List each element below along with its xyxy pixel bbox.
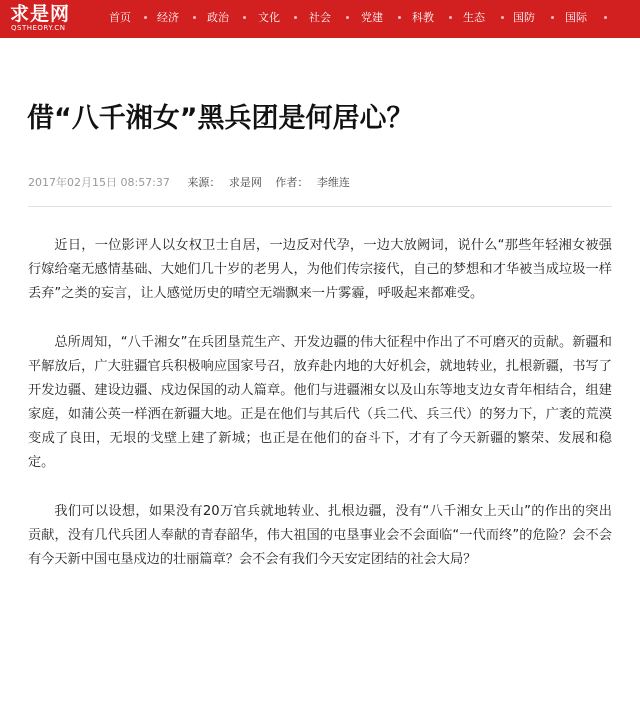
author-name: 李维连 — [316, 176, 350, 189]
main-nav — [98, 0, 640, 38]
site-logo[interactable] — [10, 3, 105, 35]
article-meta — [28, 175, 360, 191]
nav-item-economy[interactable]: 经济 — [157, 11, 179, 24]
nav-item-party[interactable]: 党建 — [361, 11, 383, 24]
article-body — [28, 234, 612, 597]
nav-item-ecology[interactable]: 生态 — [463, 11, 485, 24]
source-name: 求是网 — [228, 176, 262, 189]
nav-item-international[interactable]: 国际 — [565, 11, 587, 24]
paragraph: 近日，一位影评人以女权卫士自居，一边反对代孕，一边大放阙词，说什么“那些年轻湘女被强行嫁给毫无感情基础、大她们几十岁的老男人，为他们传宗接代，自己的梦想和才华被当成垃圾一样丢弃”之类的妄言，让人感觉历史的晴空无端飘来一片雾霾，呼吸起来都难受。 — [28, 238, 612, 301]
nav-separator — [604, 16, 607, 19]
nav-item-defense[interactable]: 国防 — [513, 11, 535, 24]
nav-item-society[interactable]: 社会 — [309, 11, 331, 24]
header-divider — [28, 206, 612, 207]
source-label: 来源： — [187, 176, 221, 189]
logo-text: 求是网 — [10, 3, 71, 25]
nav-separator — [501, 16, 504, 19]
paragraph: 总所周知，“八千湘女”在兵团垦荒生产、开发边疆的伟大征程中作出了不可磨灭的贡献。新疆和平解放后，广大驻疆官兵积极响应国家号召，放弃赴内地的大好机会，就地转业，扎根新疆，书写了开发边疆、建设边疆、戍边保国的动人篇章。他们与进疆湘女以及山东等地支边女青年相结合，组建家庭，如蒲公英一样洒在新疆大地。正是在他们与其后代（兵二代、兵三代）的努力下，广袤的荒漠变成了良田，无垠的戈壁上建了新城；也正是在他们的奋斗下，才有了今天新疆的繁荣、发展和稳定。 — [28, 335, 612, 470]
nav-item-culture[interactable]: 文化 — [258, 11, 280, 24]
paragraph: 我们可以设想，如果没有20万官兵就地转业、扎根边疆，没有“八千湘女上天山”的作出的突出贡献，没有几代兵团人奉献的青春韶华，伟大祖国的屯垦事业会不会面临“一代而终”的危险？会不会有今天新中国屯垦戍边的壮丽篇章？会不会有我们今天安定团结的社会大局？ — [28, 504, 612, 567]
nav-item-home[interactable]: 首页 — [109, 11, 131, 24]
nav-separator — [144, 16, 147, 19]
nav-item-science[interactable]: 科教 — [412, 11, 434, 24]
nav-separator — [398, 16, 401, 19]
nav-separator — [449, 16, 452, 19]
nav-item-politics[interactable]: 政治 — [207, 11, 229, 24]
logo-subtext: QSTHEORY.CN — [11, 24, 66, 32]
nav-separator — [193, 16, 196, 19]
nav-separator — [551, 16, 554, 19]
article-title: 借“八千湘女”黑兵团是何居心？ — [27, 103, 414, 134]
nav-separator — [346, 16, 349, 19]
nav-separator — [243, 16, 246, 19]
author-label: 作者： — [275, 176, 309, 189]
nav-separator — [294, 16, 297, 19]
publish-date: 2017年02月15日 08:57:37 — [28, 176, 170, 189]
top-nav-bar — [0, 0, 640, 38]
